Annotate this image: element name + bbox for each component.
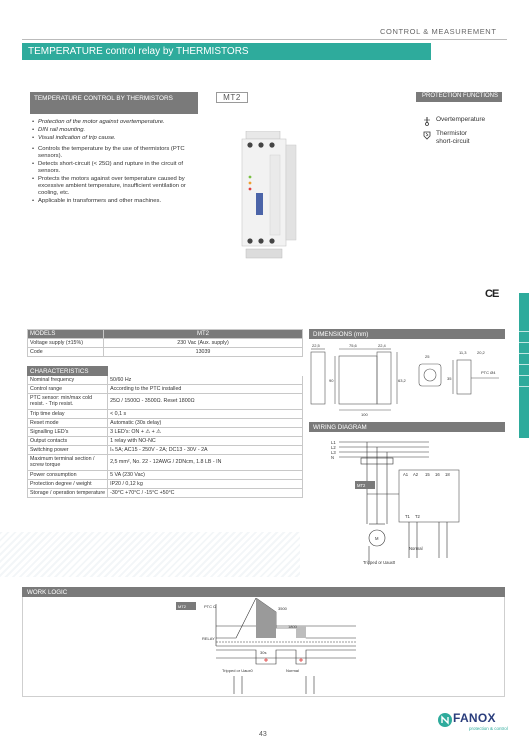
table-row: Output contacts 1 relay with NO-NC: [28, 437, 303, 446]
wiring-model-label: MT2: [357, 483, 366, 488]
wiring-label: T1: [405, 514, 410, 519]
wiring-label: 18: [445, 472, 450, 477]
models-header: MODELS: [28, 330, 104, 339]
page-number: 43: [259, 731, 267, 738]
table-row: Maximum terminal section / screw torque 2,5 mm², No. 22 - 12AWG / 2DNcm, 1.8 LB - IN: [28, 455, 303, 471]
wiring-label: N: [331, 455, 335, 460]
dim-label: 35: [447, 376, 452, 381]
feature-item: • Protects the motors against over temperature caused by excessive ambient temperature, insufficient ventilation or cooling, etc.: [32, 176, 202, 197]
feature-item: • Controls the temperature by the use of thermistors (PTC sensors).: [32, 146, 202, 160]
table-row: PTC sensor: min/max cold resist. - Trip resist. 25Ω / 1500Ω - 3500Ω. Reset 1800Ω: [28, 394, 303, 410]
work-logic-title: WORK LOGIC: [22, 587, 505, 597]
wiring-label: Normal: [409, 546, 423, 551]
section-label: CONTROL & MEASUREMENT: [380, 27, 497, 36]
side-tab: [519, 293, 529, 438]
wiring-label: 16: [435, 472, 440, 477]
table-row: Control range According to the PTC installed: [28, 385, 303, 394]
table-row: Nominal frequency 50/60 Hz: [28, 376, 303, 385]
wiring-label: L1: [331, 440, 336, 445]
wiring-diagram: [309, 434, 505, 574]
brand-tagline: protection & control: [469, 726, 508, 731]
dim-label: 22,5: [312, 343, 320, 348]
dim-label: 63,2: [398, 378, 406, 383]
protection-label: Thermistor short-circuit: [436, 130, 470, 145]
feature-list: [32, 119, 202, 206]
table-row: Power consumption 5 VA (230 Vac): [28, 471, 303, 480]
work-logic-label: Normal: [286, 668, 299, 673]
background-texture: [0, 532, 300, 577]
wiring-label: L3: [331, 450, 336, 455]
dim-label: 25: [425, 354, 430, 359]
table-row: Protection degree / weight IP20 / 0,12 kg: [28, 480, 303, 489]
models-value: MT2: [104, 330, 303, 339]
dim-label: 20,2: [477, 350, 485, 355]
protection-label: Overtemperature: [436, 116, 486, 123]
thermistor-shield-icon: [422, 130, 432, 140]
protection-title: PROTECTION FUNCTIONS: [416, 92, 502, 102]
dim-label: 75,6: [349, 343, 357, 348]
work-logic-diagram: [176, 598, 366, 696]
dim-label: 90: [329, 378, 334, 383]
wiring-label: 15: [425, 472, 430, 477]
work-logic-model: MT2: [178, 604, 186, 609]
work-logic-label: PTC Ω: [204, 604, 217, 609]
product-box-title: TEMPERATURE CONTROL BY THERMISTORS: [30, 92, 198, 114]
wiring-label: M: [375, 536, 379, 541]
feature-item: • DIN rail mounting.: [32, 127, 202, 134]
characteristics-header: CHARACTERISTICS: [28, 367, 108, 376]
wiring-title: WIRING DIAGRAM: [309, 422, 505, 432]
dimensions-title: DIMENSIONS (mm): [309, 329, 505, 339]
ce-mark: CE: [485, 288, 499, 300]
work-logic-label: Tripped or Uaux0: [222, 668, 253, 673]
feature-item: • Detects short-circuit (< 25Ω) and rupture in the circuit of sensors.: [32, 161, 202, 175]
work-logic-label: 3500: [278, 606, 287, 611]
feature-item: • Visual indication of trip cause.: [32, 135, 202, 142]
table-row: Signalling LED's 3 LED's: ON + ⚠ + ⚠: [28, 428, 303, 437]
table-row: Trip time delay < 0,1 s: [28, 410, 303, 419]
wiring-label: L2: [331, 445, 336, 450]
dim-label: 22,4: [378, 343, 386, 348]
wiring-label: Tripped or Uaux0: [363, 560, 396, 565]
table-row: Reset mode Automatic (30s delay): [28, 419, 303, 428]
model-label: MT2: [216, 92, 248, 103]
wiring-label: A2: [413, 472, 419, 477]
dim-label: 100: [361, 412, 368, 417]
dim-label: 11,3: [459, 350, 467, 355]
table-row: Switching power Iₙ 5A; AC15 - 250V - 2A; DC13 - 30V - 2A: [28, 446, 303, 455]
device-image: [236, 131, 300, 262]
work-logic-label: RELAY: [202, 636, 215, 641]
feature-item: • Applicable in transformers and other machines.: [32, 198, 202, 205]
work-logic-label: 1800: [288, 624, 297, 629]
table-row: Code 13039: [28, 348, 303, 357]
wiring-label: T2: [415, 514, 420, 519]
thermometer-icon: [422, 116, 432, 126]
table-row: Voltage supply (±15%) 230 Vac (Aux. supply): [28, 339, 303, 348]
feature-item: • Protection of the motor against overtemperature.: [32, 119, 202, 126]
work-logic-label: 30s: [260, 650, 267, 655]
dimensions-drawing: [309, 340, 505, 418]
dim-label: PTC Ø4: [481, 370, 496, 375]
characteristics-table: [27, 366, 303, 498]
brand-name: FANOX: [453, 711, 496, 725]
header-rule: [22, 39, 507, 40]
page-title: TEMPERATURE control relay by THERMISTORS: [22, 43, 431, 60]
table-row: Storage / operation temperature -30°C +70°C / -15°C +50°C: [28, 489, 303, 498]
spec-table: [27, 329, 303, 357]
wiring-label: A1: [403, 472, 409, 477]
